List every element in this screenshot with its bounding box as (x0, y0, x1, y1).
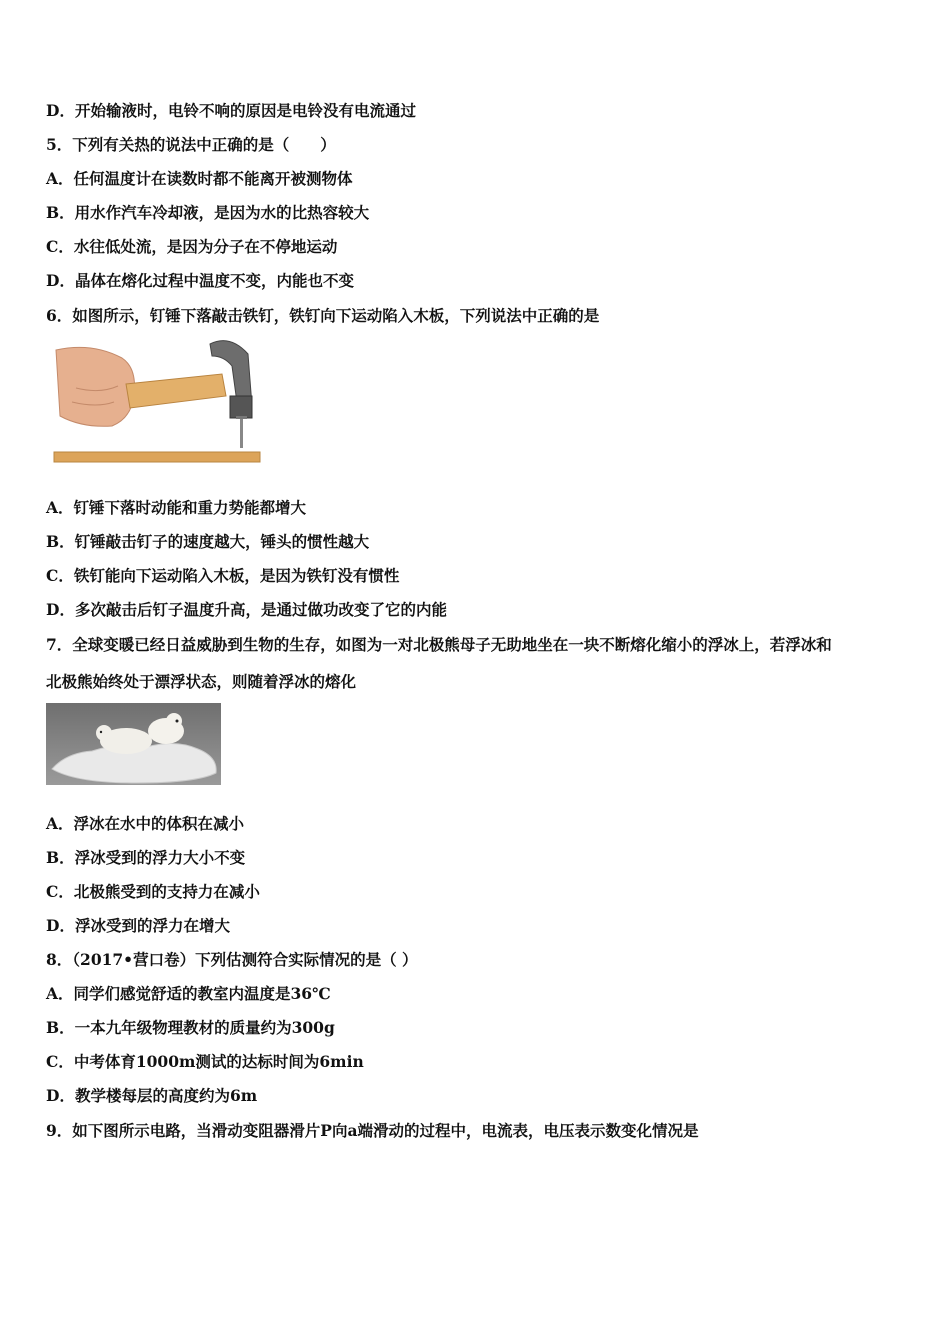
q8-option-c: C．中考体育1000m测试的达标时间为6min (46, 1052, 364, 1071)
q7-option-d: D．浮冰受到的浮力在增大 (46, 916, 230, 935)
q6-option-c: C．铁钉能向下运动陷入木板，是因为铁钉没有惯性 (46, 566, 400, 585)
q8-option-b: B．一本九年级物理教材的质量约为300g (46, 1018, 335, 1037)
hammer-nail-figure (52, 336, 264, 468)
q6-option-a: A．钉锤下落时动能和重力势能都增大 (46, 498, 307, 517)
q6-option-d: D．多次敲击后钉子温度升高，是通过做功改变了它的内能 (46, 600, 447, 619)
q8-stem: 8．（2017•营口卷）下列估测符合实际情况的是（ ） (46, 950, 418, 969)
q7-option-a: A．浮冰在水中的体积在减小 (46, 814, 245, 833)
q5-option-a: A．任何温度计在读数时都不能离开被测物体 (46, 169, 353, 188)
q5-stem: 5．下列有关热的说法中正确的是（ ） (46, 135, 336, 154)
q5-option-c: C．水往低处流，是因为分子在不停地运动 (46, 237, 338, 256)
q6-stem: 6．如图所示，钉锤下落敲击铁钉，铁钉向下运动陷入木板，下列说法中正确的是 (46, 306, 600, 325)
q6-option-b: B．钉锤敲击钉子的速度越大，锤头的惯性越大 (46, 532, 370, 551)
q7-option-b: B．浮冰受到的浮力大小不变 (46, 848, 246, 867)
polar-bear-ice-figure (46, 703, 221, 785)
q5-option-b: B．用水作汽车冷却液，是因为水的比热容较大 (46, 203, 370, 222)
q9-stem: 9．如下图所示电路，当滑动变阻器滑片P向a端滑动的过程中，电流表，电压表示数变化情况是 (46, 1121, 699, 1140)
q4-option-d: D．开始输液时，电铃不响的原因是电铃没有电流通过 (46, 101, 416, 120)
q8-option-a: A．同学们感觉舒适的教室内温度是36℃ (46, 984, 331, 1003)
q7-stem-line1: 7．全球变暖已经日益威胁到生物的生存，如图为一对北极熊母子无助地坐在一块不断熔化缩小的浮冰上，若浮冰和 (46, 635, 832, 654)
q7-option-c: C．北极熊受到的支持力在减小 (46, 882, 260, 901)
q5-option-d: D．晶体在熔化过程中温度不变，内能也不变 (46, 271, 354, 290)
q7-stem-line2: 北极熊始终处于漂浮状态，则随着浮冰的熔化 (46, 672, 357, 691)
q8-option-d: D．教学楼每层的高度约为6m (46, 1086, 258, 1105)
